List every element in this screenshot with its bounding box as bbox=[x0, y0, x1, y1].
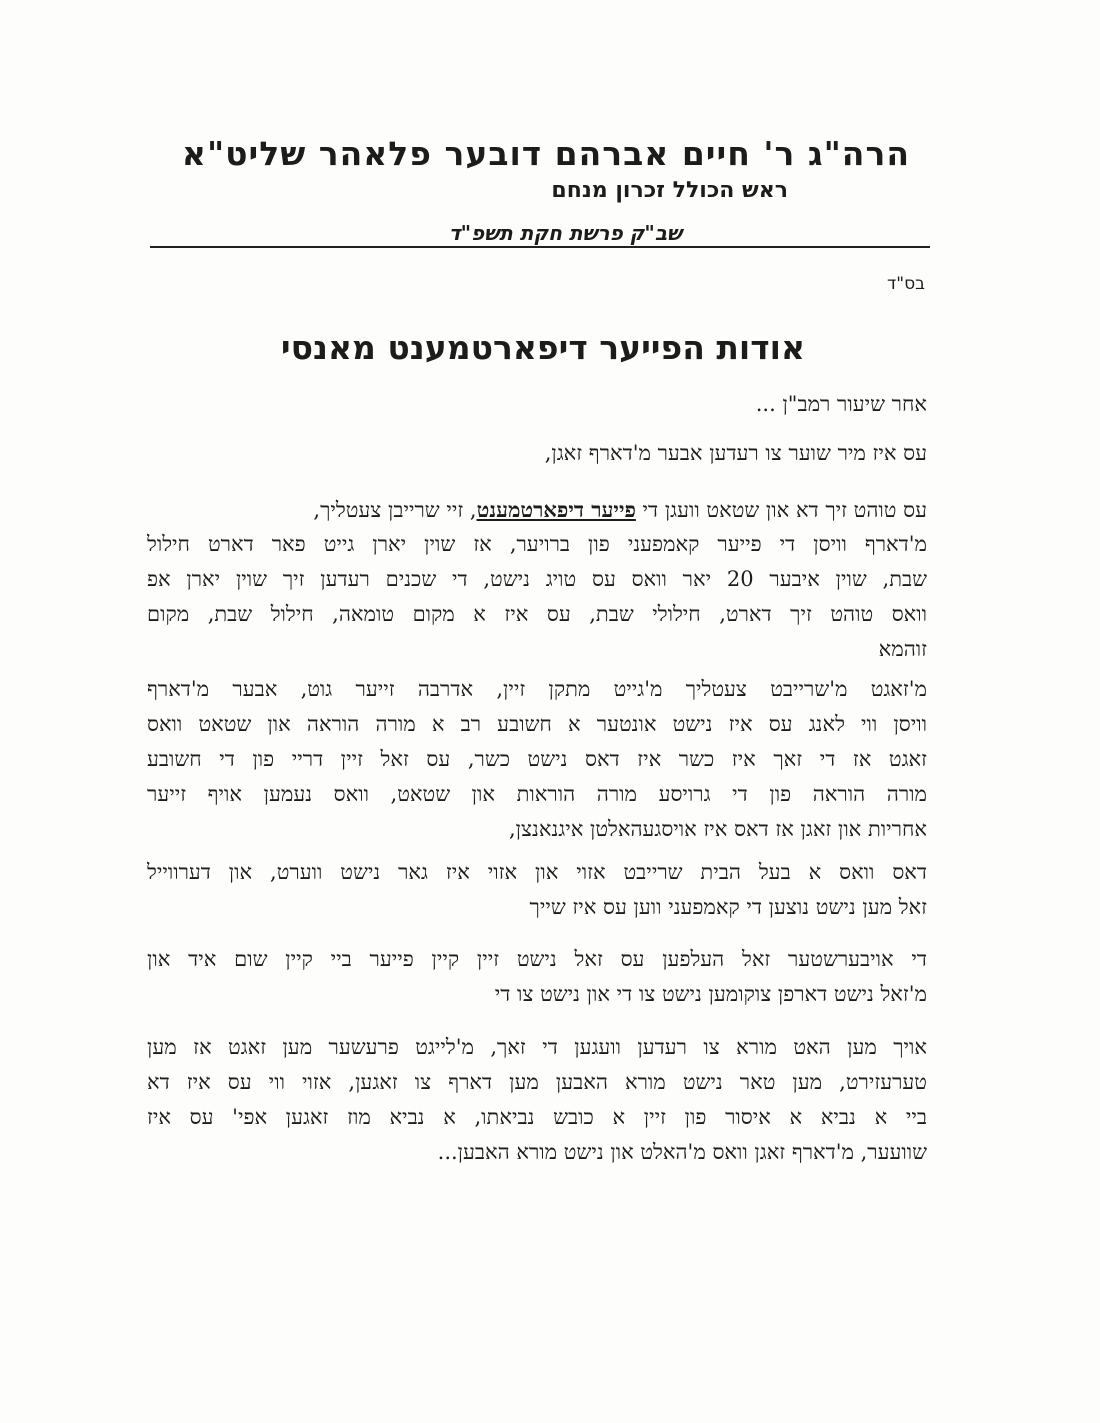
paragraph-3 bbox=[147, 492, 927, 667]
paragraph-line: טערעזירט, מען טאר נישט מורא האבען מען דארף צו זאגען, אזוי ווי עס איז דא bbox=[147, 1070, 927, 1094]
paragraph-line: וויסן ווי לאנג עס איז נישט אונטער א חשובע רב א מורה הוראה און שטאט וואס bbox=[147, 712, 927, 736]
bsd-mark: בס"ד bbox=[887, 274, 925, 294]
paragraph-line: אחריות און זאגן אז דאס איז אויסגעהאלטן איגנאנצן, bbox=[508, 817, 927, 841]
paragraph-1 bbox=[147, 387, 927, 422]
paragraph-line: דאס וואס א בעל הבית שרייבט אזוי און אזוי איז גאר נישט ווערט, און דערווייל bbox=[147, 860, 927, 884]
author-position: ראש הכולל זכרון מנחם bbox=[551, 178, 788, 203]
paragraph-2 bbox=[147, 436, 927, 471]
paragraph-5 bbox=[147, 855, 927, 925]
header-date: שב"ק פרשת חקת תשפ"ד bbox=[448, 221, 682, 245]
paragraph-line: אחר שיעור רמב"ן ... bbox=[755, 392, 927, 416]
paragraph-line: זוהמא bbox=[878, 637, 927, 661]
paragraph-7 bbox=[147, 1030, 927, 1170]
paragraph-line: שוועער, מ'דארף זאגן וואס מ'האלט און נישט מורא האבען... bbox=[437, 1140, 927, 1164]
paragraph-line: זאגט אז די זאך איז כשר איז דאס נישט כשר, עס זאל זיין דריי פון די חשובע bbox=[147, 747, 927, 771]
paragraph-line: ביי א נביא א איסור פון זיין א כובש נביאתו, א נביא מוז זאגען אפי' עס איז bbox=[147, 1105, 927, 1129]
header-divider bbox=[150, 246, 930, 248]
paragraph-line: עס איז מיר שוער צו רעדען אבער מ'דארף זאגן, bbox=[544, 441, 927, 465]
text-run: , זיי שרייבן צעטליך, bbox=[313, 498, 477, 522]
paragraph-6 bbox=[147, 942, 927, 1012]
fire-department-emphasis: פייער דיפארטמענט bbox=[476, 497, 636, 522]
paragraph-line: די אויבערשטער זאל העלפען עס זאל נישט זיין קיין פייער ביי קיין שום איד און bbox=[147, 947, 927, 971]
page-title: אודות הפייער דיפארטמענט מאנסי bbox=[280, 328, 805, 367]
paragraph-line bbox=[147, 492, 927, 527]
paragraph-line: וואס טוהט זיך דארט, חילולי שבת, עס איז א מקום טומאה, חילול שבת, מקום bbox=[147, 602, 927, 626]
paragraph-line: אויך מען האט מורא צו רעדען וועגען די זאך, מ'לייגט פרעשער מען זאגט אז מען bbox=[147, 1035, 927, 1059]
paragraph-line: שבת, שוין איבער 20 יאר וואס עס טויג נישט, די שכנים רעדען זיך שוין יארן אפ bbox=[147, 567, 927, 591]
paragraph-line: מורה הוראה פון די גרויסע מורה הוראות און שטאט, וואס נעמען אויף זייער bbox=[147, 782, 927, 806]
text-run: עס טוהט זיך דא און שטאט וועגן די bbox=[635, 498, 927, 522]
paragraph-line: זאל מען נישט נוצען די קאמפעני ווען עס איז שייך bbox=[529, 895, 927, 919]
paragraph-line: מ'זאגט מ'שרייבט צעטליך מ'גייט מתקן זיין, אדרבה זייער גוט, אבער מ'דארף bbox=[147, 677, 927, 701]
paragraph-line: מ'זאל נישט דארפן צוקומען נישט צו די און נישט צו די bbox=[494, 982, 927, 1006]
paragraph-line: מ'דארף וויסן די פייער קאמפעני פון ברויער, אז שוין יארן גייט פאר דארט חילול bbox=[147, 532, 927, 556]
author-name: הרה"ג ר' חיים אברהם דובער פלאהר שליט"א bbox=[181, 134, 910, 173]
paragraph-4 bbox=[147, 672, 927, 847]
